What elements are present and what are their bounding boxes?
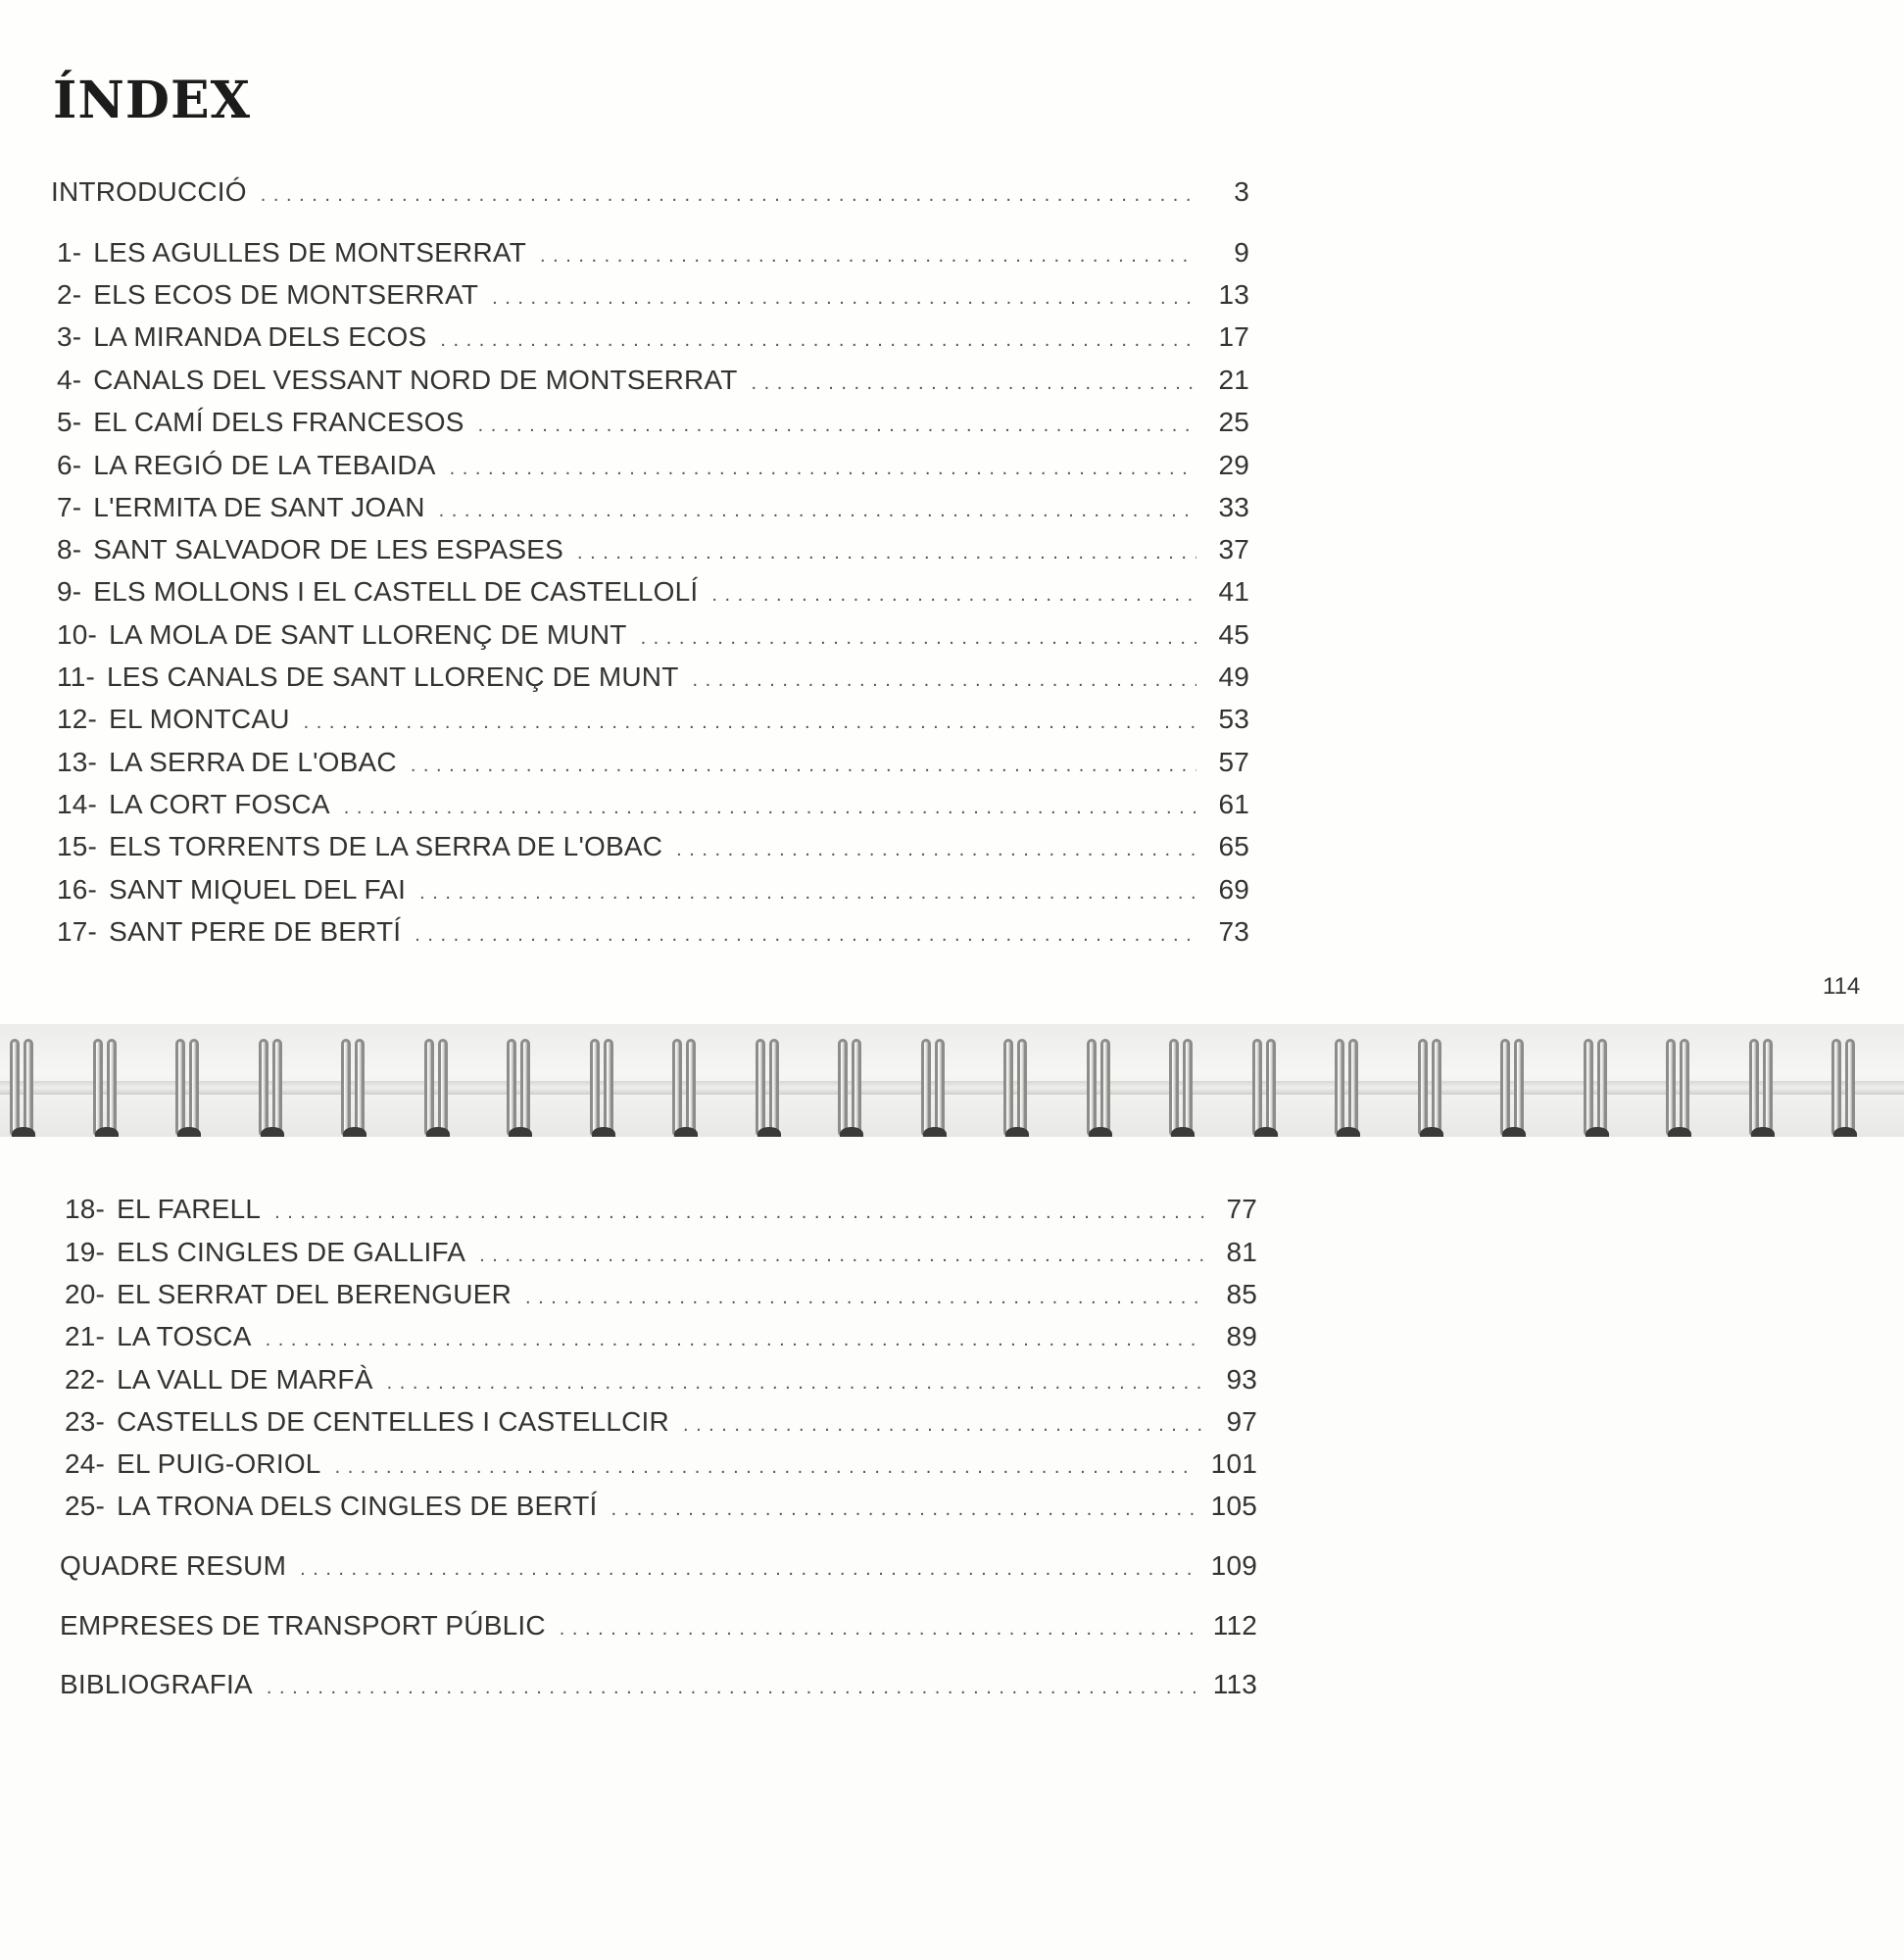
toc-entry bbox=[65, 1194, 1257, 1225]
toc-entry bbox=[57, 576, 1249, 608]
dot-leader bbox=[344, 797, 1196, 819]
dot-leader bbox=[641, 627, 1196, 650]
toc-entry-page: 53 bbox=[1218, 704, 1249, 734]
toc-entry bbox=[65, 1279, 1257, 1310]
dot-leader bbox=[439, 500, 1196, 522]
toc-entry bbox=[60, 1550, 1257, 1582]
toc-entry-number: 12- bbox=[57, 704, 98, 734]
toc-entry-number: 5- bbox=[57, 407, 82, 437]
binding-coil bbox=[1584, 1039, 1611, 1137]
toc-entry-number: 10- bbox=[57, 619, 98, 650]
toc-entry-label: LA CORT FOSCA bbox=[109, 789, 330, 819]
toc-entry bbox=[57, 916, 1249, 948]
toc-entry-number: 25- bbox=[65, 1491, 106, 1521]
toc-entry-number: 3- bbox=[57, 321, 82, 352]
toc-entry bbox=[57, 237, 1249, 269]
binding-coil bbox=[838, 1039, 865, 1137]
toc-entry bbox=[65, 1321, 1257, 1352]
toc-entry bbox=[57, 619, 1249, 651]
toc-entry-label: EL CAMÍ DELS FRANCESOS bbox=[93, 407, 464, 437]
toc-entry-label: LES CANALS DE SANT LLORENÇ DE MUNT bbox=[107, 662, 679, 692]
toc-entry-page: 9 bbox=[1234, 237, 1249, 268]
toc-entry-number: 7- bbox=[57, 492, 82, 522]
dot-leader bbox=[693, 669, 1196, 692]
binding-coil bbox=[341, 1039, 368, 1137]
dot-leader bbox=[525, 1287, 1204, 1309]
toc-entry-number: 20- bbox=[65, 1279, 106, 1309]
toc-entry-page: 101 bbox=[1210, 1448, 1257, 1479]
toc-entry bbox=[57, 450, 1249, 481]
toc-entry-number: 8- bbox=[57, 534, 82, 564]
toc-entry-page: 73 bbox=[1218, 916, 1249, 947]
bottom-page bbox=[0, 1137, 1904, 1960]
dot-leader bbox=[274, 1201, 1204, 1224]
toc-entry bbox=[57, 279, 1249, 311]
toc-entry-page: 13 bbox=[1218, 279, 1249, 310]
dot-leader bbox=[577, 542, 1196, 564]
toc-entry bbox=[65, 1237, 1257, 1268]
binding-coil bbox=[1169, 1039, 1196, 1137]
toc-entry bbox=[60, 1610, 1257, 1642]
toc-entry-label: SANT MIQUEL DEL FAI bbox=[109, 874, 407, 905]
toc-entry bbox=[57, 874, 1249, 906]
dot-leader bbox=[440, 329, 1196, 352]
binding-coil bbox=[921, 1039, 949, 1137]
binding-coil bbox=[259, 1039, 286, 1137]
toc-entry-page: 3 bbox=[1234, 176, 1249, 207]
toc-entry-label: ELS CINGLES DE GALLIFA bbox=[117, 1237, 466, 1267]
toc-entry-page: 112 bbox=[1212, 1610, 1257, 1641]
page-title: ÍNDEX bbox=[53, 71, 251, 130]
toc-entry bbox=[57, 365, 1249, 396]
dot-leader bbox=[266, 1329, 1204, 1351]
toc-entry-page: 33 bbox=[1218, 492, 1249, 522]
toc-entry-label: LA MOLA DE SANT LLORENÇ DE MUNT bbox=[109, 619, 627, 650]
toc-entry bbox=[57, 407, 1249, 438]
dot-leader bbox=[419, 882, 1196, 905]
binding-coil bbox=[1087, 1039, 1114, 1137]
toc-entry-label: LA MIRANDA DELS ECOS bbox=[93, 321, 427, 352]
dot-leader bbox=[261, 184, 1196, 207]
toc-entry-page: 69 bbox=[1218, 874, 1249, 905]
folio-number: 114 bbox=[1823, 973, 1861, 1000]
toc-entry bbox=[65, 1364, 1257, 1396]
toc-entry-label: SANT SALVADOR DE LES ESPASES bbox=[93, 534, 563, 564]
toc-entry-page: 93 bbox=[1226, 1364, 1257, 1395]
toc-entry-label: SANT PERE DE BERTÍ bbox=[109, 916, 402, 947]
binding-coil bbox=[10, 1039, 37, 1137]
binding-coil bbox=[507, 1039, 534, 1137]
toc-entry bbox=[57, 534, 1249, 565]
toc-entry-label: EMPRESES DE TRANSPORT PÚBLIC bbox=[60, 1610, 546, 1641]
toc-entry bbox=[65, 1448, 1257, 1480]
toc-entry bbox=[57, 831, 1249, 862]
toc-entry-label: LA TRONA DELS CINGLES DE BERTÍ bbox=[117, 1491, 598, 1521]
toc-entry-label: CASTELLS DE CENTELLES I CASTELLCIR bbox=[117, 1406, 669, 1437]
binding-coil bbox=[590, 1039, 617, 1137]
toc-entry bbox=[57, 321, 1249, 353]
toc-entry-number: 6- bbox=[57, 450, 82, 480]
toc-entry bbox=[57, 704, 1249, 735]
dot-leader bbox=[540, 245, 1196, 268]
toc-entry-label: LA VALL DE MARFÀ bbox=[117, 1364, 373, 1395]
toc-entry-page: 113 bbox=[1212, 1669, 1257, 1699]
binding-coil bbox=[1418, 1039, 1445, 1137]
toc-entry-label: LA SERRA DE L'OBAC bbox=[109, 747, 397, 777]
binding-coil bbox=[424, 1039, 452, 1137]
toc-entry-label: LA REGIÓ DE LA TEBAIDA bbox=[93, 450, 436, 480]
toc-entry-number: 11- bbox=[57, 662, 95, 692]
binding-coil bbox=[1500, 1039, 1528, 1137]
toc-entry-label: EL FARELL bbox=[117, 1194, 262, 1224]
binding-coil bbox=[672, 1039, 700, 1137]
spiral-binding bbox=[0, 1024, 1904, 1147]
toc-entry-number: 15- bbox=[57, 831, 98, 861]
toc-entry-number: 18- bbox=[65, 1194, 106, 1224]
toc-entry bbox=[57, 789, 1249, 820]
toc-entry-number: 2- bbox=[57, 279, 82, 310]
toc-entry-label: EL MONTCAU bbox=[109, 704, 290, 734]
binding-coil bbox=[1003, 1039, 1031, 1137]
toc-entry-page: 77 bbox=[1226, 1194, 1257, 1224]
toc-entry-label: ELS TORRENTS DE LA SERRA DE L'OBAC bbox=[109, 831, 663, 861]
toc-entry-page: 85 bbox=[1226, 1279, 1257, 1309]
dot-leader bbox=[492, 287, 1196, 310]
toc-entry bbox=[57, 662, 1249, 693]
binding-coil bbox=[1831, 1039, 1859, 1137]
binding-coil bbox=[1749, 1039, 1777, 1137]
toc-entry-page: 41 bbox=[1218, 576, 1249, 607]
toc-entry bbox=[57, 492, 1249, 523]
toc-entry-page: 45 bbox=[1218, 619, 1249, 650]
toc-entry-label: EL SERRAT DEL BERENGUER bbox=[117, 1279, 513, 1309]
dot-leader bbox=[752, 372, 1196, 395]
dot-leader bbox=[478, 415, 1196, 437]
toc-entry-page: 81 bbox=[1226, 1237, 1257, 1267]
toc-entry-number: 14- bbox=[57, 789, 98, 819]
dot-leader bbox=[676, 839, 1196, 861]
toc-entry-label: QUADRE RESUM bbox=[60, 1550, 287, 1581]
dot-leader bbox=[560, 1618, 1199, 1641]
dot-leader bbox=[479, 1245, 1204, 1267]
binding-coil bbox=[175, 1039, 203, 1137]
toc-entry-number: 21- bbox=[65, 1321, 106, 1351]
toc-entry-page: 57 bbox=[1218, 747, 1249, 777]
toc-entry-label: CANALS DEL VESSANT NORD DE MONTSERRAT bbox=[93, 365, 738, 395]
toc-entry-page: 49 bbox=[1218, 662, 1249, 692]
toc-entry bbox=[65, 1406, 1257, 1438]
binding-coil bbox=[1335, 1039, 1362, 1137]
toc-entry-page: 29 bbox=[1218, 450, 1249, 480]
toc-entry-page: 89 bbox=[1226, 1321, 1257, 1351]
binding-coil bbox=[1666, 1039, 1693, 1137]
dot-leader bbox=[267, 1677, 1199, 1699]
toc-entry-label: INTRODUCCIÓ bbox=[51, 176, 247, 207]
dot-leader bbox=[335, 1456, 1197, 1479]
toc-entry-number: 17- bbox=[57, 916, 98, 947]
dot-leader bbox=[450, 458, 1196, 480]
toc-entry-number: 1- bbox=[57, 237, 82, 268]
dot-leader bbox=[611, 1498, 1197, 1521]
dot-leader bbox=[387, 1372, 1204, 1395]
toc-entry-number: 13- bbox=[57, 747, 98, 777]
toc-entry-number: 24- bbox=[65, 1448, 106, 1479]
toc-entry-number: 16- bbox=[57, 874, 98, 905]
binding-coil bbox=[1252, 1039, 1280, 1137]
toc-entry-page: 25 bbox=[1218, 407, 1249, 437]
toc-entry-number: 9- bbox=[57, 576, 82, 607]
toc-entry-page: 97 bbox=[1226, 1406, 1257, 1437]
dot-leader bbox=[300, 1558, 1197, 1581]
toc-entry bbox=[65, 1491, 1257, 1522]
toc-entry-page: 37 bbox=[1218, 534, 1249, 564]
dot-leader bbox=[304, 711, 1196, 734]
toc-entry-number: 23- bbox=[65, 1406, 106, 1437]
binding-coil bbox=[93, 1039, 121, 1137]
binding-coil bbox=[756, 1039, 783, 1137]
toc-entry-page: 21 bbox=[1218, 365, 1249, 395]
toc-entry-page: 61 bbox=[1218, 789, 1249, 819]
toc-entry-label: L'ERMITA DE SANT JOAN bbox=[93, 492, 425, 522]
toc-entry-label: ELS MOLLONS I EL CASTELL DE CASTELLOLÍ bbox=[93, 576, 699, 607]
toc-entry-page: 65 bbox=[1218, 831, 1249, 861]
toc-entry-label: LA TOSCA bbox=[117, 1321, 252, 1351]
dot-leader bbox=[683, 1414, 1204, 1437]
toc-entry-label: EL PUIG-ORIOL bbox=[117, 1448, 321, 1479]
dot-leader bbox=[415, 924, 1196, 947]
toc-entry bbox=[51, 176, 1249, 208]
toc-entry-page: 109 bbox=[1210, 1550, 1257, 1581]
toc-entry bbox=[60, 1669, 1257, 1700]
toc-entry-label: ELS ECOS DE MONTSERRAT bbox=[93, 279, 479, 310]
toc-entry-number: 19- bbox=[65, 1237, 106, 1267]
toc-entry-page: 17 bbox=[1218, 321, 1249, 352]
toc-entry-number: 22- bbox=[65, 1364, 106, 1395]
toc-entry-page: 105 bbox=[1210, 1491, 1257, 1521]
dot-leader bbox=[711, 584, 1196, 607]
toc-entry-number: 4- bbox=[57, 365, 82, 395]
toc-entry-label: BIBLIOGRAFIA bbox=[60, 1669, 253, 1699]
toc-entry bbox=[57, 747, 1249, 778]
toc-entry-label: LES AGULLES DE MONTSERRAT bbox=[93, 237, 527, 268]
dot-leader bbox=[411, 755, 1196, 777]
